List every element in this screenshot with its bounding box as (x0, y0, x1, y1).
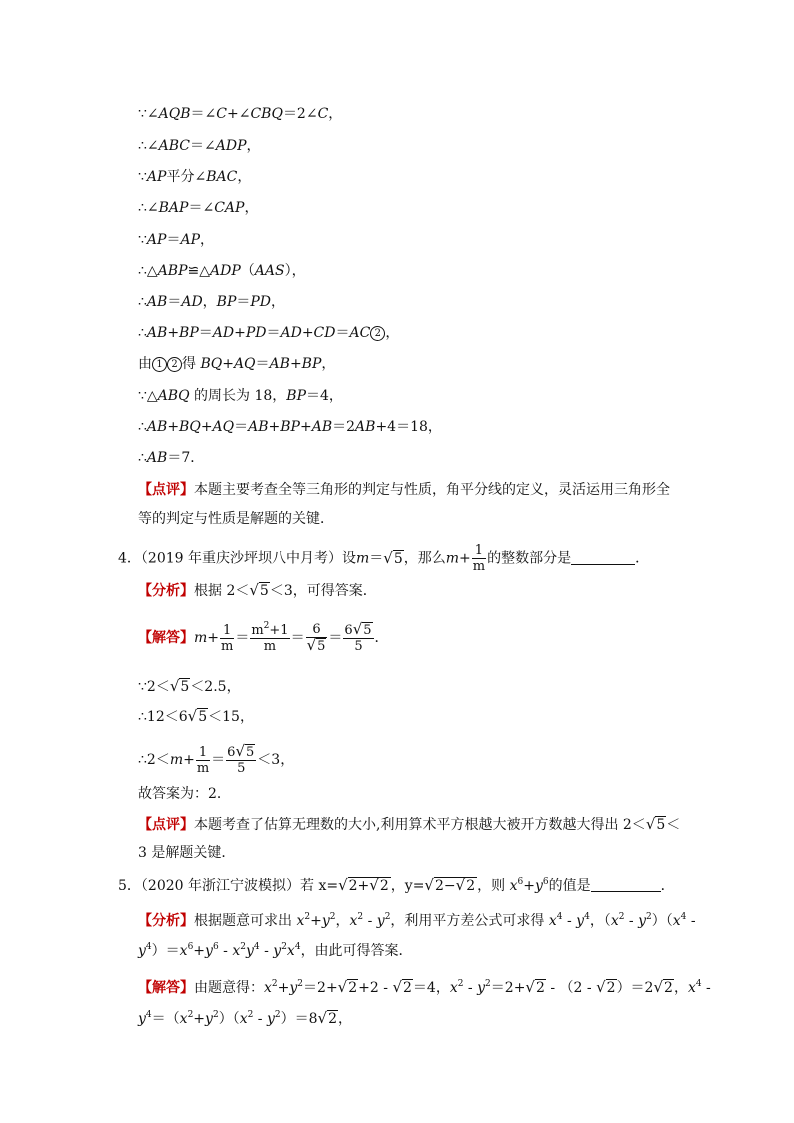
proof-line-2: ∴∠ABC＝∠ADP， (138, 138, 261, 154)
proof-line-12: ∴AB＝7． (138, 450, 205, 466)
answer-blank[interactable] (591, 877, 661, 892)
proof-line-4: ∴∠BAP＝∠CAP， (138, 200, 259, 216)
q4-analysis: 【分析】根据 2＜√5＜3，可得答案． (138, 581, 377, 599)
proof-line-11: ∴AB+BQ+AQ＝AB+BP+AB＝2AB+4＝18， (138, 419, 442, 435)
q5-analysis-line-1: 【分析】根据题意可求出 $x^2+y^2$，$x^2 - y^2$，利用平方差公式可求得 $x^4 - y^4$，$(x^2 - y^2)(x^4$ - (138, 912, 696, 929)
proof-line-9: 由 1 2 得 BQ+AQ＝AB+BP， (138, 356, 336, 372)
q4-comment-line-1: 【点评】本题考查了估算无理数的大小,利用算术平方根越大被开方数越大得出 2＜√5＜ (138, 815, 681, 833)
proof-comment-line-1: 【点评】本题主要考查全等三角形的判定与性质，角平分线的定义，灵活运用三角形全 (138, 482, 670, 498)
proof-line-8: ∴AB+BP＝AD+PD＝AD+CD＝AC 2 ， (138, 325, 400, 341)
q5-answer-line-2: $y^4=(x^2+y^2)(x^2 - y^2)=8√2$， (138, 1009, 353, 1027)
q5-analysis-line-2: $y^4)=x^6+y^6 - x^2y^4 - y^2x^4$，由此可得答案． (138, 942, 413, 959)
q5-answer-line-1: 【解答】由题意得：$x^2+y^2=2+√2+2 - √2=4$，$x^2 - y^2=2+√2 - (2 - √2)=2√2$，$x^4$ - (138, 978, 711, 996)
q4-comment-line-2: 3 是解题关键． (138, 845, 236, 861)
proof-line-1: ∵∠AQB＝∠C+∠CBQ＝2∠C， (138, 106, 343, 122)
circled-number: 2 (370, 326, 385, 341)
q4-step-3: ∴2＜m+ $\frac{1}{m}$ ＝ $\frac{6√5}{5}$ ＜3， (138, 742, 295, 776)
proof-line-6: ∴△ABP≌△ADP（AAS）， (138, 263, 306, 279)
circled-number: 2 (167, 357, 182, 372)
q4-final-answer: 故答案为：2． (138, 786, 231, 802)
q4-step-1: ∵2＜√5＜2.5， (138, 677, 241, 695)
q4-answer: 【解答】m+ $\frac{1}{m}$ ＝ $\frac{m^2+1}{m}$ ＝ $\frac{6}{√5}$ ＝ $\frac{6√5}{5}$ ． (138, 620, 389, 654)
circled-number: 1 (152, 357, 167, 372)
question-4: 4．（2019 年重庆沙坪坝八中月考）设m＝√5，那么m+ $\frac{1}{m}$ 的整数部分是 ． (118, 543, 650, 574)
proof-line-5: ∵AP＝AP， (138, 232, 214, 248)
question-5: 5．（2020 年浙江宁波模拟）若 x=√2+√2 ，y=√2−√2 ，则 $x^6+y^6$的值是 ． (118, 876, 675, 894)
q4-step-2: ∴12＜6√5＜15， (138, 707, 254, 725)
proof-line-7: ∴AB＝AD，BP＝PD， (138, 294, 286, 310)
answer-blank[interactable] (571, 550, 635, 565)
proof-comment-line-2: 等的判定与性质是解题的关键． (138, 511, 334, 527)
proof-line-3: ∵AP平分∠BAC， (138, 169, 252, 185)
proof-line-10: ∵△ABQ 的周长为 18，BP＝4， (138, 388, 343, 404)
comment-tag: 【点评】 (138, 482, 194, 498)
